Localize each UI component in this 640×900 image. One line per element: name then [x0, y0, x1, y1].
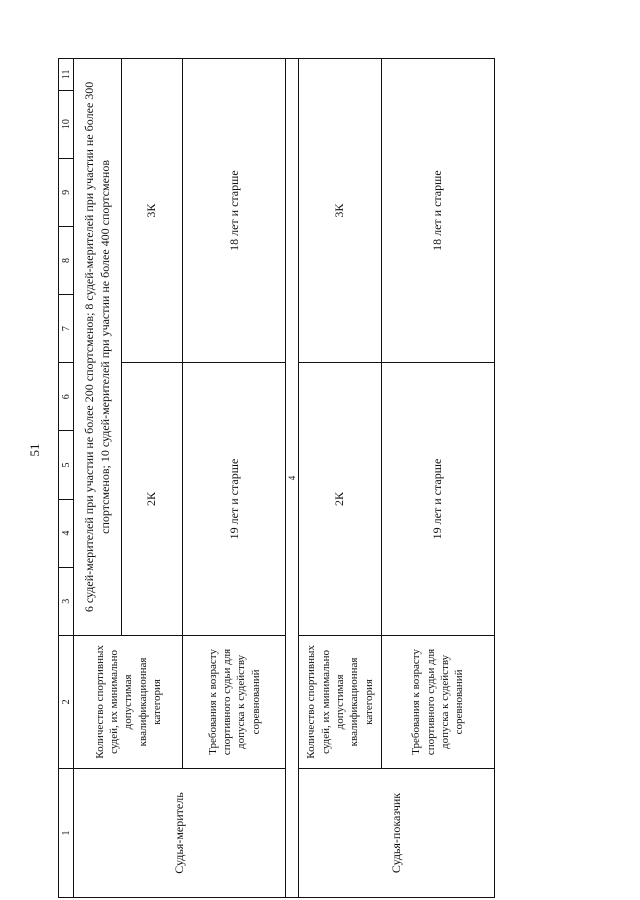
value-cell: 2К	[121, 363, 183, 636]
param-cell: Требования к возрасту спортивного судьи для допуска к судейству соревнований	[381, 635, 494, 768]
col-header-3: 3	[59, 567, 74, 635]
col-header-2: 2	[59, 635, 74, 768]
table-row	[74, 59, 121, 898]
value-cell: 3К	[121, 59, 183, 363]
col-header-11: 11	[59, 59, 74, 91]
rotated-table-container	[58, 58, 495, 898]
col-header-6: 6	[59, 363, 74, 431]
table-row	[299, 59, 381, 898]
col-header-5: 5	[59, 431, 74, 499]
section-label: 4	[286, 59, 299, 898]
value-cell: 19 лет и старше	[381, 363, 494, 636]
col-header-1: 1	[59, 769, 74, 898]
value-cell: 18 лет и старше	[183, 59, 286, 363]
value-cell: 18 лет и старше	[381, 59, 494, 363]
param-cell: Требования к возрасту спортивного судьи для допуска к судейству соревнований	[183, 635, 286, 768]
section-separator-row	[286, 59, 299, 898]
col-header-4: 4	[59, 499, 74, 567]
judges-table	[58, 58, 495, 898]
col-header-7: 7	[59, 295, 74, 363]
header-row	[59, 59, 74, 898]
param-cell: Количество спортивных судей, их минимально допустимая квалификационная категория	[299, 635, 381, 768]
judges-count-note: 6 судей-мерителей при участии не более 200 спортсменов; 8 судей-мерителей при участии не более 300 спортсменов; 10 судей-мерителей при участии не более 400 спортсменов	[74, 59, 121, 636]
page-number: 51	[27, 443, 42, 457]
col-header-10: 10	[59, 90, 74, 158]
value-cell: 3К	[299, 59, 381, 363]
role-cell: Судья-меритель	[74, 769, 286, 898]
param-cell: Количество спортивных судей, их минимально допустимая квалификационная категория	[74, 635, 183, 768]
role-cell: Судья-показчик	[299, 769, 495, 898]
value-cell: 2К	[299, 363, 381, 636]
value-cell: 19 лет и старше	[183, 363, 286, 636]
col-header-8: 8	[59, 226, 74, 294]
col-header-9: 9	[59, 158, 74, 226]
